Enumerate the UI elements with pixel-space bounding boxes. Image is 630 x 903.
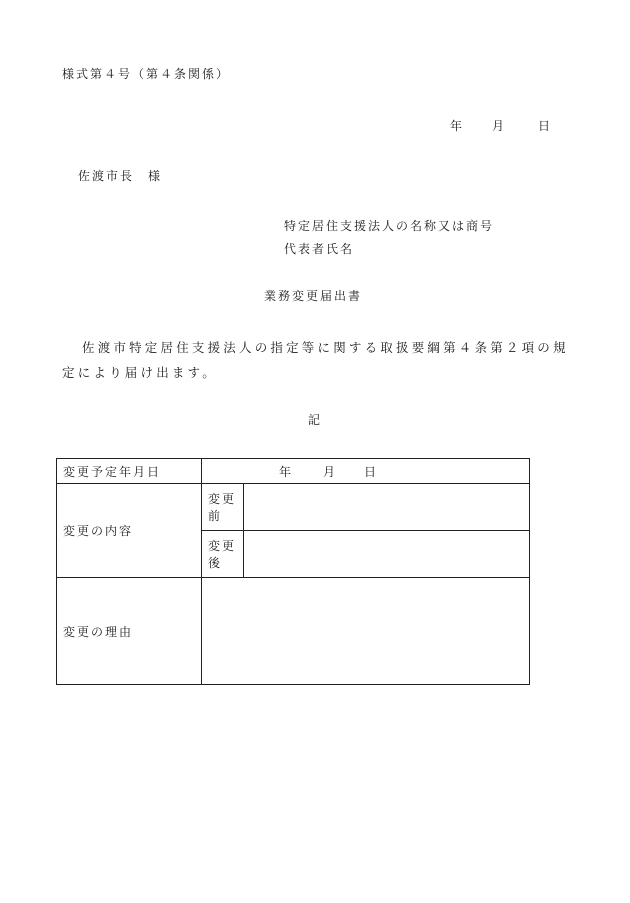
table-row [57,484,530,531]
planned-date-label: 変更予定年月日 [57,459,202,484]
date-year-label: 年 [450,119,463,133]
submission-date [450,118,560,134]
applicant-representative-label: 代表者氏名 [284,242,355,256]
planned-date-year: 年 [279,465,294,479]
before-change-label: 変更前 [202,484,244,531]
change-reason-label: 変更の理由 [57,578,202,685]
applicant-name-label: 特定居住支援法人の名称又は商号 [284,219,495,233]
change-details-table [56,458,530,685]
document-title: 業務変更届出書 [264,289,363,303]
form-number: 様式第４号（第４条関係） [62,67,231,81]
change-content-label: 変更の内容 [57,484,202,578]
addressee: 佐渡市長 様 [78,169,163,183]
before-change-field[interactable] [244,484,530,531]
after-change-label: 変更後 [202,531,244,578]
body-text: 佐渡市特定居住支援法人の指定等に関する取扱要綱第４条第２項の規定により届け出ます。 [62,340,569,380]
table-row [57,578,530,685]
planned-date-field[interactable] [202,459,530,484]
ki-label: 記 [308,413,321,427]
after-change-field[interactable] [244,531,530,578]
date-month-label: 月 [492,119,505,133]
planned-date-day: 日 [364,465,379,479]
change-reason-field[interactable] [202,578,530,685]
planned-date-month: 月 [323,465,338,479]
table-row [57,459,530,484]
date-day-label: 日 [538,119,551,133]
